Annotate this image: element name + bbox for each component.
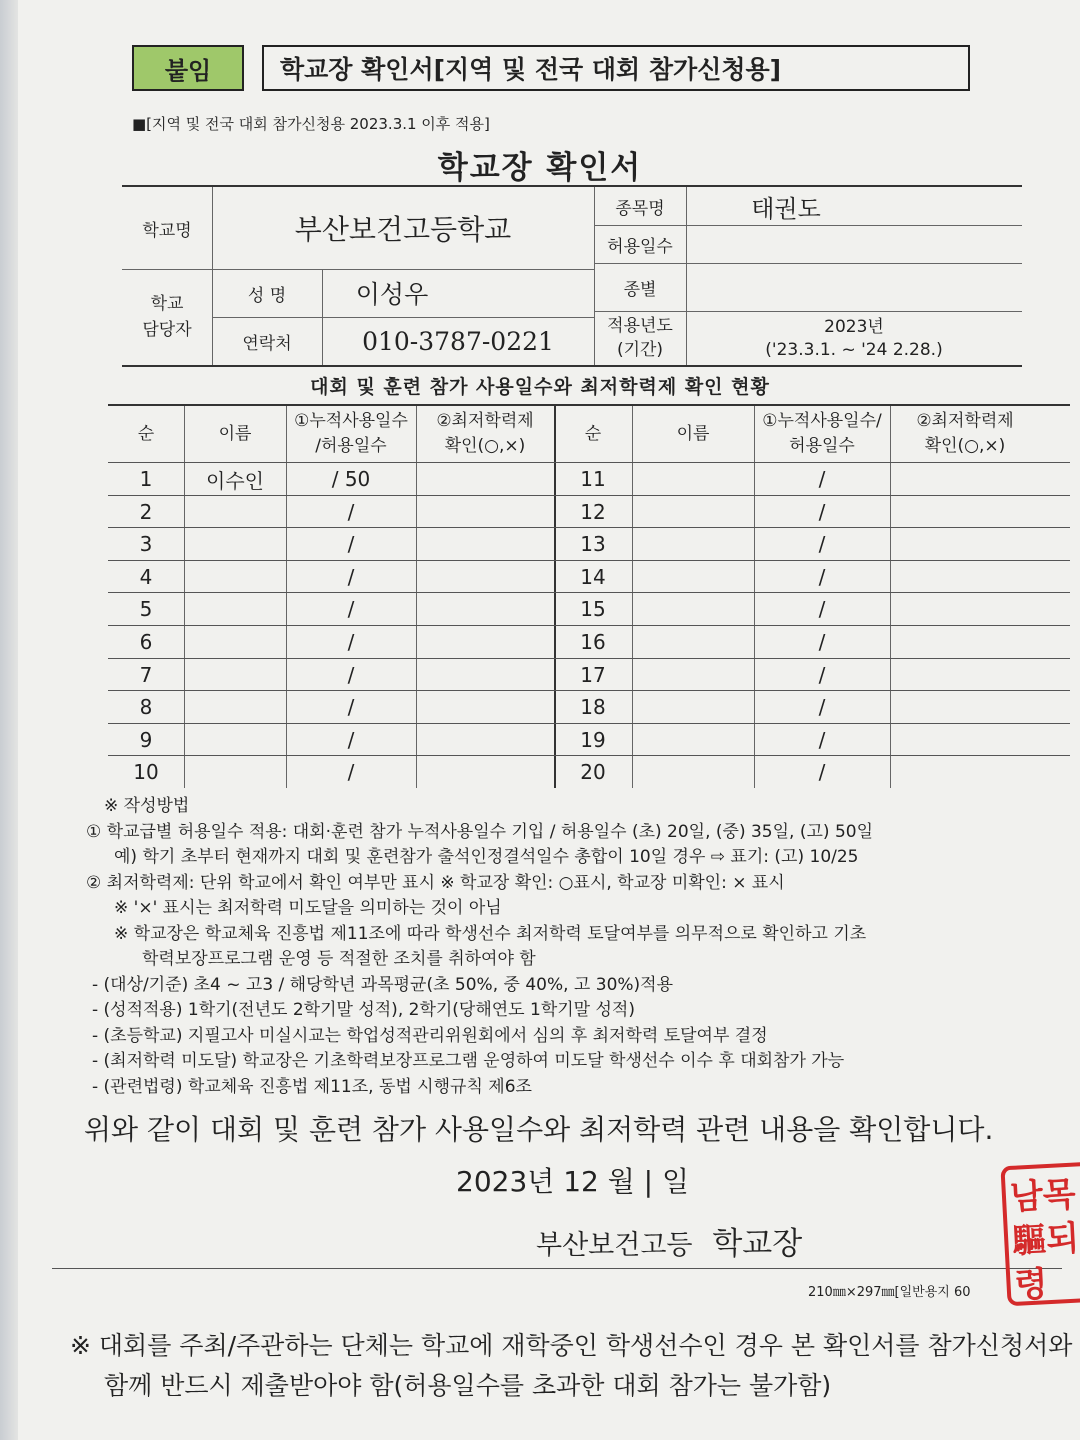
header-no-right: 순 (584, 423, 602, 444)
name-value: 이성우 (355, 280, 429, 309)
cell-min-check (890, 528, 1040, 560)
cell-lname (184, 659, 286, 691)
principal-title: 학교장 (712, 1226, 803, 1262)
cell-min-check (890, 626, 1040, 658)
note-line: ※ 작성방법 (104, 796, 190, 816)
cell-rn: 14 (580, 564, 606, 589)
cell-ldays: / (347, 760, 355, 785)
header-min-left: ②최저학력제 확인(○,×) (436, 411, 534, 456)
cell-rname (632, 561, 754, 593)
cell-rn: 11 (580, 467, 606, 491)
cell-rn: 16 (580, 630, 606, 654)
cell-rname (632, 593, 754, 625)
instructions (86, 794, 1076, 1100)
cell-ln: 10 (133, 760, 159, 785)
school-handwritten: 부산보건고등 (536, 1230, 693, 1261)
cell-min-check (416, 463, 554, 495)
cell-ln: 4 (139, 564, 153, 589)
header-name-left: 이름 (218, 423, 252, 444)
cell-ln: 8 (139, 695, 153, 720)
cell-rname (632, 496, 754, 528)
cell-lname (184, 691, 286, 723)
principal-signature (536, 1218, 802, 1263)
table-row (108, 625, 1070, 658)
cell-lname (184, 528, 286, 560)
table-row (108, 658, 1070, 691)
table-row (108, 527, 1070, 560)
cell-lname (184, 756, 286, 788)
sport-label: 종목명 (615, 198, 665, 219)
cell-ldays: / (347, 597, 355, 622)
cell-rdays: / (818, 662, 826, 687)
cell-ldays: / (347, 662, 355, 687)
cell-ln: 5 (139, 597, 153, 622)
cell-ldays: / (347, 564, 355, 589)
school-label: 학교명 (142, 220, 192, 241)
note-line: 학력보장프로그램 운영 등 적절한 조치를 취하여야 함 (142, 949, 536, 969)
cell-ln: 7 (139, 662, 153, 687)
cell-ln: 6 (139, 630, 153, 654)
allowed-days-label: 허용일수 (607, 236, 673, 257)
header-days-right: ①누적사용일수/ 허용일수 (762, 411, 882, 456)
cell-rdays: / (818, 695, 826, 720)
cell-rdays: / (818, 467, 826, 491)
cell-min-check (890, 593, 1040, 625)
cell-lname (184, 593, 286, 625)
table-row (108, 560, 1070, 593)
note-line: - (관련법령) 학교체육 진흥법 제11조, 동법 시행규칙 제6조 (92, 1076, 532, 1097)
confirmation-statement: 위와 같이 대회 및 훈련 참가 사용일수와 최저학력 관련 내용을 확인합니다. (84, 1113, 994, 1146)
year-label: 적용년도 (기간) (607, 316, 673, 360)
cell-rn: 15 (580, 597, 606, 622)
note-line: 예) 학기 초부터 현재까지 대회 및 훈련참가 출석인정결석일수 총합이 10일 경우 ⇨ 표기: (고) 10/25 (114, 847, 859, 867)
cell-min-check (416, 593, 554, 625)
table-row (108, 495, 1070, 528)
info-table (122, 185, 1022, 367)
table-row (108, 755, 1070, 788)
cell-rdays: / (818, 630, 826, 654)
cell-min-check (890, 561, 1040, 593)
cell-min-check (416, 691, 554, 723)
cell-rdays: / (818, 564, 826, 589)
cell-min-check (416, 724, 554, 756)
contact-value: 010-3787-0221 (362, 326, 554, 356)
cell-rdays: / (818, 597, 826, 622)
cell-rn: 12 (580, 499, 606, 524)
table-row (108, 592, 1070, 625)
header-title: 학교장 확인서[지역 및 전국 대회 참가신청용] (262, 45, 970, 91)
cell-rdays: / (818, 532, 826, 557)
school-value: 부산보건고등학교 (294, 213, 512, 246)
cell-lname (184, 724, 286, 756)
cell-rname (632, 626, 754, 658)
cell-ldays: / (347, 695, 355, 720)
allowed-days-value (686, 225, 1022, 263)
cell-min-check (890, 463, 1040, 495)
cell-lname (184, 561, 286, 593)
cell-ldays: / (347, 532, 355, 557)
note-line: ② 최저학력제: 단위 학교에서 확인 여부만 표시 ※ 학교장 확인: ○표시, 학교장 미확인: × 표시 (86, 872, 785, 893)
header-name-right: 이름 (676, 423, 710, 444)
official-seal-stamp (1000, 1162, 1080, 1307)
type-value (686, 263, 1022, 311)
cell-min-check (890, 756, 1040, 788)
divider (52, 1268, 1062, 1269)
seal-text: 남목 驅되령 (1009, 1174, 1080, 1306)
cell-ln: 9 (139, 727, 153, 752)
header-no-left: 순 (137, 423, 155, 444)
footer-note-line: ※ 대회를 주최/주관하는 단체는 학교에 재학중인 학생선수인 경우 본 확인서를 참가신청서와 (70, 1331, 1073, 1360)
cell-rname (632, 659, 754, 691)
cell-rn: 17 (580, 662, 606, 687)
cell-ldays: / 50 (331, 467, 371, 491)
attachment-tag: 붙임 (132, 45, 244, 91)
cell-rname (632, 691, 754, 723)
table-row (108, 690, 1070, 723)
cell-ldays: / (347, 499, 355, 524)
note-line: - (최저학력 미도달) 학교장은 기초학력보장프로그램 운영하여 미도달 학생선수 이수 후 대회참가 가능 (92, 1051, 845, 1071)
cell-rdays: / (818, 499, 826, 524)
footer-note (70, 1326, 1072, 1406)
cell-rname (632, 724, 754, 756)
header-min-right: ②최저학력제 확인(○,×) (916, 411, 1014, 456)
year-value: 2023년 (824, 316, 884, 337)
cell-ln: 3 (139, 532, 153, 557)
cell-rdays: / (818, 760, 826, 785)
manager-label: 학교 담당자 (142, 294, 192, 340)
section-title: 대회 및 훈련 참가 사용일수와 최저학력제 확인 현황 (310, 376, 770, 398)
cell-rname (632, 463, 754, 495)
cell-min-check (890, 659, 1040, 691)
cell-rn: 19 (580, 727, 606, 752)
cell-min-check (416, 626, 554, 658)
cell-rname (632, 756, 754, 788)
note-line: ※ 학교장은 학교체육 진흥법 제11조에 따라 학생선수 최저학력 토달여부를 의무적으로 확인하고 기초 (114, 923, 867, 944)
cell-ldays: / (347, 727, 355, 752)
cell-lname: 이수인 (206, 468, 264, 493)
header-note: ■[지역 및 전국 대회 참가신청용 2023.3.1 이후 적용] (132, 115, 490, 133)
document-title: 학교장 확인서 (437, 150, 643, 186)
cell-min-check (890, 724, 1040, 756)
cell-min-check (890, 496, 1040, 528)
cell-rdays: / (818, 727, 826, 752)
cell-lname (184, 626, 286, 658)
cell-rn: 20 (580, 760, 606, 785)
note-line: - (성적적용) 1학기(전년도 2학기말 성적), 2학기(당해연도 1학기말 성적) (92, 1000, 635, 1020)
cell-min-check (416, 756, 554, 788)
cell-ln: 1 (139, 467, 153, 491)
cell-min-check (416, 561, 554, 593)
note-line: ① 학교급별 허용일수 적용: 대회·훈련 참가 누적사용일수 기입 / 허용일수 (초) 20일, (중) 35일, (고) 50일 (86, 821, 874, 842)
cell-rname (632, 528, 754, 560)
note-line: - (초등학교) 지필고사 미실시교는 학업성적관리위원회에서 심의 후 최저학력 토달여부 결정 (92, 1025, 768, 1046)
paper-size-note: 210㎜×297㎜[일반용지 60 (808, 1285, 971, 1300)
contact-label: 연락처 (242, 333, 292, 354)
sport-value: 태권도 (751, 194, 821, 223)
cell-lname (184, 496, 286, 528)
cell-min-check (416, 528, 554, 560)
signing-date: 2023년 12 월 | 일 (456, 1165, 690, 1198)
note-line: ※ '×' 표시는 최저학력 미도달을 의미하는 것이 아님 (114, 898, 502, 918)
cell-min-check (416, 496, 554, 528)
cell-ln: 2 (139, 499, 153, 524)
cell-min-check (416, 659, 554, 691)
cell-min-check (890, 691, 1040, 723)
cell-ldays: / (347, 630, 355, 654)
header-days-left: ①누적사용일수 /허용일수 (294, 411, 408, 456)
table-row (108, 723, 1070, 756)
period-value: ('23.3.1. ~ '24 2.28.) (765, 340, 943, 360)
name-label: 성 명 (247, 285, 287, 306)
cell-rn: 13 (580, 532, 606, 557)
table-row (108, 462, 1070, 495)
cell-rn: 18 (580, 695, 606, 720)
note-line: - (대상/기준) 초4 ~ 고3 / 해당학년 과목평균(초 50%, 중 40%, 고 30%)적용 (92, 974, 674, 995)
type-label: 종별 (623, 279, 657, 300)
usage-table (108, 404, 1070, 788)
footer-note-line: 함께 반드시 제출받아야 함(허용일수를 초과한 대회 참가는 불가함) (104, 1371, 832, 1400)
